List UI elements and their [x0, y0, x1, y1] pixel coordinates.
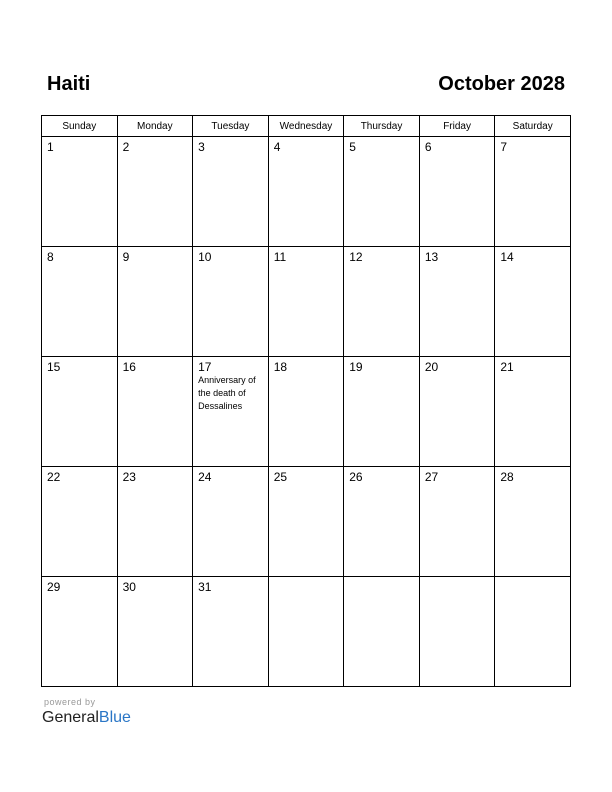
day-cell	[193, 467, 269, 577]
day-cell	[42, 137, 118, 247]
footer-branding	[42, 697, 131, 728]
day-number: 2	[122, 140, 130, 154]
day-number	[420, 577, 495, 580]
weekday-header: Sunday	[42, 116, 118, 137]
day-number: 15	[47, 360, 61, 374]
day-cell	[419, 137, 495, 247]
day-cell	[419, 247, 495, 357]
weekday-header: Wednesday	[268, 116, 344, 137]
day-cell	[419, 357, 495, 467]
day-cell	[268, 137, 344, 247]
day-cell	[117, 577, 193, 687]
country-title: Haiti	[47, 73, 91, 95]
day-number: 21	[500, 360, 514, 374]
powered-by-text: powered by	[44, 697, 96, 707]
day-number: 26	[349, 470, 363, 484]
week-row	[42, 247, 571, 357]
day-cell	[117, 467, 193, 577]
day-number: 10	[198, 250, 212, 264]
day-cell	[193, 137, 269, 247]
day-cell	[42, 247, 118, 357]
day-number	[344, 577, 419, 580]
day-cell	[268, 247, 344, 357]
calendar-grid	[41, 115, 571, 687]
day-number: 14	[500, 250, 514, 264]
weekday-header: Thursday	[344, 116, 420, 137]
day-number: 5	[349, 140, 356, 154]
day-number: 8	[47, 250, 54, 264]
day-cell	[495, 357, 571, 467]
day-cell	[344, 247, 420, 357]
week-row	[42, 357, 571, 467]
day-number: 4	[273, 140, 281, 154]
day-cell	[42, 467, 118, 577]
day-number: 11	[273, 250, 287, 264]
day-number: 9	[122, 250, 130, 264]
day-number: 27	[424, 470, 439, 484]
day-cell	[495, 137, 571, 247]
weekday-header: Friday	[419, 116, 495, 137]
day-number: 7	[500, 140, 508, 154]
day-cell	[42, 357, 118, 467]
day-number: 22	[47, 470, 61, 484]
day-cell	[344, 467, 420, 577]
day-cell	[495, 247, 571, 357]
day-cell	[268, 467, 344, 577]
day-cell	[117, 137, 193, 247]
brand-general-text: General	[42, 709, 99, 726]
day-number: 3	[198, 140, 205, 154]
weekday-header-row	[42, 116, 571, 137]
generalblue-logo[interactable]	[42, 708, 131, 728]
day-cell	[495, 467, 571, 577]
day-cell	[193, 357, 269, 467]
holiday-label: Anniversary of the death of Dessalines	[198, 375, 256, 411]
day-cell	[495, 577, 571, 687]
day-cell	[344, 577, 420, 687]
day-cell	[268, 577, 344, 687]
month-year-title: October 2028	[438, 73, 565, 95]
day-number: 25	[273, 470, 288, 484]
day-number: 23	[122, 470, 136, 484]
day-cell	[193, 247, 269, 357]
weekday-header: Tuesday	[193, 116, 269, 137]
day-number: 6	[424, 140, 432, 154]
day-cell	[193, 577, 269, 687]
day-cell	[117, 357, 193, 467]
day-number: 30	[122, 580, 136, 594]
day-cell	[419, 577, 495, 687]
day-number: 29	[47, 580, 61, 594]
day-number: 18	[273, 360, 288, 374]
weekday-header: Saturday	[495, 116, 571, 137]
day-number: 20	[424, 360, 439, 374]
day-cell	[419, 467, 495, 577]
week-row	[42, 467, 571, 577]
day-number: 16	[122, 360, 136, 374]
day-number	[269, 577, 344, 580]
day-number	[495, 577, 570, 580]
day-number: 19	[349, 360, 363, 374]
brand-blue-text: Blue	[98, 709, 131, 726]
day-number: 17	[198, 360, 212, 374]
week-row	[42, 577, 571, 687]
day-number: 13	[424, 250, 439, 264]
day-number: 12	[349, 250, 363, 264]
day-cell	[344, 137, 420, 247]
day-cell	[42, 577, 118, 687]
day-number: 31	[198, 580, 212, 594]
day-number: 28	[500, 470, 514, 484]
weekday-header: Monday	[117, 116, 193, 137]
day-cell	[344, 357, 420, 467]
day-number: 1	[47, 140, 54, 154]
week-row	[42, 137, 571, 247]
day-number: 24	[198, 470, 212, 484]
day-cell	[268, 357, 344, 467]
day-cell	[117, 247, 193, 357]
